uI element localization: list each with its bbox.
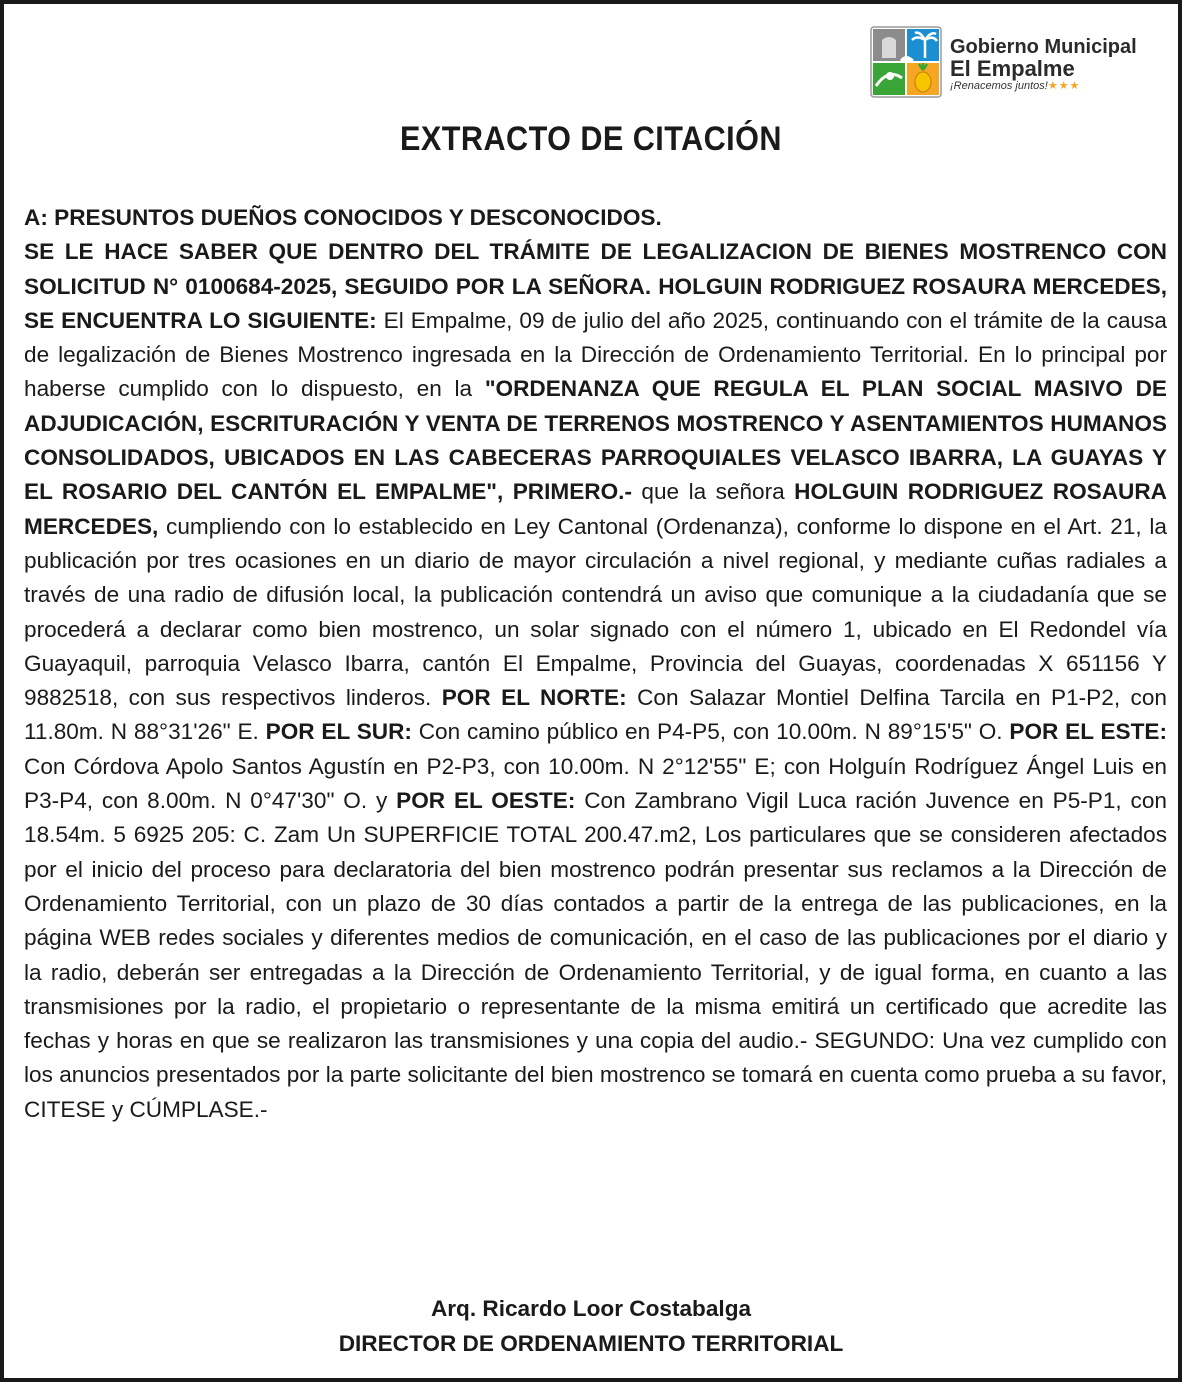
boundary-north-label: POR EL NORTE:	[441, 685, 627, 711]
notice-text-1: El Empalme, 09 de julio del año 2025, continuando con el trámite de la causa de legalización de Bienes Mostrenco ingresada en la Dirección de Ordenamiento Territorial. En lo principal por haberse cumplido con lo dispuesto, en la	[24, 307, 1167, 402]
notice-paragraph	[24, 235, 1167, 1127]
addressee-line: A: PRESUNTOS DUEÑOS CONOCIDOS Y DESCONOCIDOS.	[24, 205, 662, 230]
document-title: EXTRACTO DE CITACIÓN	[400, 120, 782, 158]
ordinance-title: "ORDENANZA QUE REGULA EL PLAN SOCIAL MASIVO DE ADJUDICACIÓN, ESCRITURACIÓN Y VENTA DE TERRENOS MOSTRENCO Y ASENTAMIENTOS HUMANOS CONSOLIDADOS, UBICADOS EN LAS CABECERAS PARROQUIALES VELASCO IBARRA, LA GUAYAS Y EL ROSARIO DEL CANTÓN EL EMPALME", PRIMERO.-	[24, 376, 1167, 505]
logo-slogan-text: ¡Renacemos juntos!	[950, 80, 1048, 92]
applicant-name: HOLGUIN RODRIGUEZ ROSAURA MERCEDES,	[24, 479, 1167, 539]
municipal-logo	[870, 26, 1160, 100]
notice-text-7: Con Zambrano Vigil Luca ración Juvence en P5-P1, con 18.54m. 5 6925 205: C. Zam Un SUPERFICIE TOTAL 200.47.m2, Los particulares que se consideren afectados por el inicio del proceso para declaratoria del bien mostrenco podrán presentar sus reclamos a la Dirección de Ordenamiento Territorial, con un plazo de 30 días contados a partir de la entrega de las publicaciones, en la página WEB redes sociales y diferentes medios de comunicación, en el caso de las publicaciones por el diario y la radio, deberán ser entregadas a la Dirección de Ordenamiento Territorial, y de igual forma, en cuanto a las transmisiones por la radio, el propietario o representante de la misma emitirá un certificado que acredite las fechas y horas en que se realizaron las transmisiones y una copia del audio.- SEGUNDO: Una vez cumplido con los anuncios presentados por la parte solicitante del bien mostrenco se tomará en cuenta como prueba a su favor, CITESE y CÚMPLASE.-	[24, 788, 1167, 1122]
boundary-west-label: POR EL OESTE:	[396, 788, 576, 814]
notice-text-4: Con Salazar Montiel Delfina Tarcila en P1-P2, con 11.80m. N 88°31'26" E.	[24, 685, 1167, 745]
intro-bold-text: SE LE HACE SABER QUE DENTRO DEL TRÁMITE DE LEGALIZACION DE BIENES MOSTRENCO CON SOLICITUD N° 0100684-2025, SEGUIDO POR LA SEÑORA. HOLGUIN RODRIGUEZ ROSAURA MERCEDES, SE ENCUENTRA LO SIGUIENTE:	[24, 239, 1167, 333]
municipal-logo-mark-icon	[870, 26, 942, 98]
boundary-east-label: POR EL ESTE:	[1009, 719, 1167, 745]
boundary-south-label: POR EL SUR:	[265, 719, 412, 745]
signatory-role: DIRECTOR DE ORDENAMIENTO TERRITORIAL	[338, 1331, 844, 1356]
notice-text-3: cumpliendo con lo establecido en Ley Cantonal (Ordenanza), conforme lo dispone en el Art. 21, la publicación por tres ocasiones en un diario de mayor circulación a nivel regional, y mediante cuñas radiales a través de una radio de difusión local, la publicación contendrá un aviso que comunique a la ciudadanía que se procederá a declarar como bien mostrenco, un solar signado con el número 1, ubicado en El Redondel vía Guayaquil, parroquia Velasco Ibarra, cantón El Empalme, Provincia del Guayas, coordenadas X 651156 Y 9882518, con sus respectivos linderos.	[24, 513, 1167, 711]
logo-title-line2: El Empalme	[950, 56, 1075, 81]
notice-text-6: Con Córdova Apolo Santos Agustín en P2-P3, con 10.00m. N 2°12'55" E; con Holguín Rodríguez Ángel Luis en P3-P4, con 8.00m. N 0°47'30" O. y	[24, 753, 1167, 814]
notice-text-5: Con camino público en P4-P5, con 10.00m. N 89°15'5" O.	[411, 719, 1010, 745]
logo-stars: ★★★	[1047, 80, 1081, 92]
notice-body	[24, 201, 1167, 1127]
notice-text-2: que la señora	[631, 479, 795, 505]
logo-title-line1: Gobierno Municipal	[950, 36, 1137, 58]
logo-slogan	[950, 80, 1160, 93]
signatory-name: Arq. Ricardo Loor Costabalga	[430, 1296, 752, 1321]
